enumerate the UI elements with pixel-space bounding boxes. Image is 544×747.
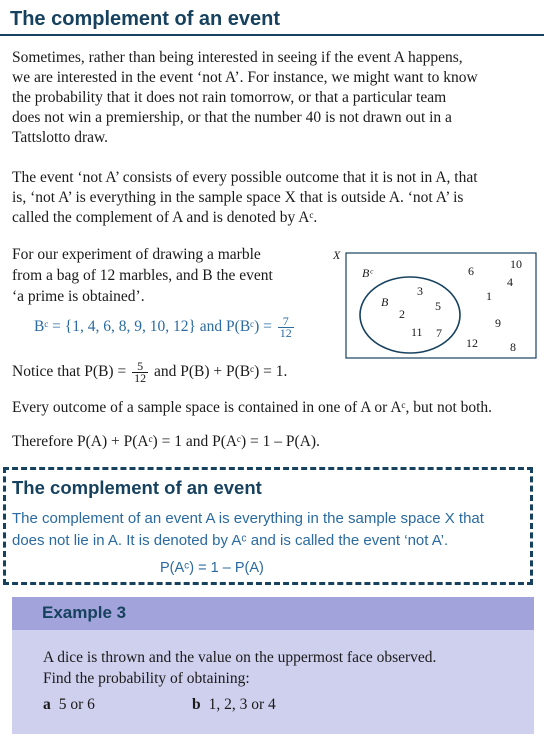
definition-box-text: The complement of an event A is everything in the sample space X that does not lie in A. It is denoted by Aᶜ and is called the event ‘not A’. bbox=[12, 510, 484, 549]
venn-value: 2 bbox=[399, 307, 405, 321]
event-b-circle bbox=[360, 277, 460, 353]
venn-value: 10 bbox=[510, 257, 522, 271]
venn-value: 11 bbox=[411, 325, 423, 339]
definition-paragraph: The event ‘not A’ consists of every possible outcome that it is not in A, that is, ‘not A’ is everything in the sample space X that is outside A. ‘not A’ is called the complement of A and is denoted by Aᶜ. bbox=[12, 169, 478, 226]
venn-value: 8 bbox=[510, 340, 516, 354]
every-outcome-text: Every outcome of a sample space is contained in one of A or Aᶜ, but not both. bbox=[12, 399, 493, 416]
fraction-denominator: 12 bbox=[279, 326, 292, 340]
notice-line bbox=[12, 361, 287, 384]
example-panel bbox=[12, 597, 534, 734]
marble-example-text: For our experiment of drawing a marble from a bag of 12 marbles, and B the event ‘a prime is obtained’. bbox=[12, 246, 273, 305]
therefore-text: Therefore P(A) + P(Aᶜ) = 1 and P(Aᶜ) = 1 – P(A). bbox=[12, 433, 320, 450]
section-title: The complement of an event bbox=[10, 8, 281, 30]
example-question: A dice is thrown and the value on the uppermost face observed. Find the probability of obtaining: bbox=[43, 649, 437, 687]
venn-diagram bbox=[328, 243, 540, 363]
venn-value: 7 bbox=[436, 326, 442, 340]
notice-sum-text: and P(B) + P(Bᶜ) = 1. bbox=[153, 363, 288, 381]
fraction-numerator: 7 bbox=[278, 316, 294, 328]
complement-label: Bᶜ bbox=[362, 266, 373, 280]
example-title: Example 3 bbox=[42, 603, 127, 622]
definition-box-title: The complement of an event bbox=[12, 477, 262, 498]
notice-text: Notice that P(B) = bbox=[12, 363, 127, 381]
event-b-label: B bbox=[381, 295, 389, 309]
intro-paragraph: Sometimes, rather than being interested in seeing if the event A happens, we are interested in the event ‘not A’. For instance, we might want to know the probability that it does not rain tomorrow, or that a particular team does not win a premiership, or that the number 40 is not drawn out in a Tattslotto draw. bbox=[12, 49, 478, 146]
venn-value: 5 bbox=[435, 299, 441, 313]
example-header bbox=[12, 597, 534, 630]
complement-formula: P(Aᶜ) = 1 – P(A) bbox=[160, 560, 264, 576]
venn-value: 1 bbox=[486, 289, 492, 303]
example-part-b bbox=[192, 696, 276, 714]
complement-set-line bbox=[34, 316, 296, 339]
fraction-denominator: 12 bbox=[134, 371, 147, 385]
complement-set-text: Bᶜ = {1, 4, 6, 8, 9, 10, 12} and P(Bᶜ) = bbox=[34, 318, 272, 336]
event-probability-fraction bbox=[132, 361, 148, 384]
part-text: 5 or 6 bbox=[58, 696, 95, 713]
venn-value: 3 bbox=[417, 284, 423, 298]
part-label: b bbox=[192, 696, 201, 713]
venn-value: 6 bbox=[468, 264, 474, 278]
venn-value: 4 bbox=[507, 275, 513, 289]
part-label: a bbox=[43, 696, 51, 713]
part-text: 1, 2, 3 or 4 bbox=[208, 696, 276, 713]
complement-probability-fraction bbox=[278, 316, 294, 339]
title-rule bbox=[0, 34, 544, 36]
venn-value: 12 bbox=[466, 336, 478, 350]
universe-label: X bbox=[333, 248, 341, 262]
fraction-numerator: 5 bbox=[132, 361, 148, 373]
example-part-a bbox=[43, 696, 95, 714]
venn-value: 9 bbox=[495, 316, 501, 330]
